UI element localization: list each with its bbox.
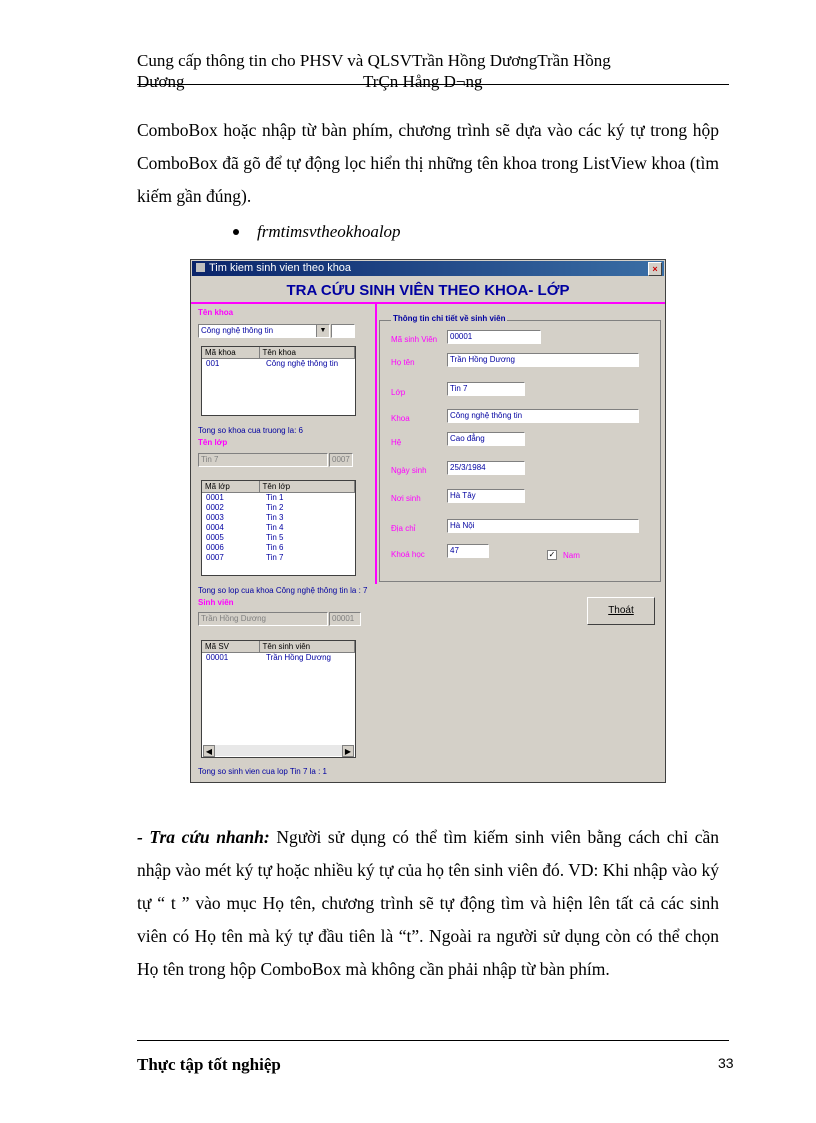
ngay-sinh-label: Ngày sinh	[391, 466, 427, 475]
sv-listview[interactable]	[201, 640, 356, 758]
divider	[191, 302, 665, 304]
khoa-detail-field[interactable]: Công nghệ thông tin	[447, 409, 639, 423]
scroll-left-icon[interactable]: ◀	[203, 745, 215, 757]
form-heading: TRA CỨU SINH VIÊN THEO KHOA- LỚP	[286, 282, 570, 299]
table-row[interactable]: 0003 Tin 3	[206, 513, 284, 522]
paragraph-1: ComboBox hoặc nhập từ bàn phím, chương trình sẽ dựa vào các ký tự trong hộp ComboBox đã gõ để tự động lọc hiển thị những tên khoa trong ListView khoa (tìm kiếm gần đúng).	[137, 120, 719, 206]
sv-count: Tong so sinh vien cua lop Tin 7 la : 1	[198, 767, 327, 776]
footer-title: Thực tập tốt nghiệp	[137, 1055, 281, 1074]
col-ten-lop[interactable]: Tên lớp	[260, 481, 355, 492]
footer-rule	[137, 1040, 729, 1041]
screenshot-window	[190, 259, 666, 783]
ma-sv-field[interactable]: 00001	[447, 330, 541, 344]
vertical-divider	[375, 304, 377, 584]
khoa-label: Tên khoa	[198, 308, 234, 317]
sv-code[interactable]: 00001	[329, 612, 361, 626]
khoa-detail-label: Khoa	[391, 414, 410, 423]
dia-chi-label: Địa chỉ	[391, 524, 416, 533]
col-ten-khoa[interactable]: Tên khoa	[260, 347, 355, 358]
lop-listview[interactable]	[201, 480, 356, 576]
ho-ten-field[interactable]: Trần Hồng Dương	[447, 353, 639, 367]
table-row[interactable]: 0002 Tin 2	[206, 503, 284, 512]
lop-count: Tong so lop cua khoa Công nghệ thông tin la : 7	[198, 586, 368, 595]
header-line2a: Dương	[137, 72, 185, 91]
lop-detail-field[interactable]: Tin 7	[447, 382, 525, 396]
col-ma-lop[interactable]: Mã lớp	[202, 481, 260, 492]
chevron-down-icon[interactable]: ▼	[316, 325, 329, 337]
he-label: Hệ	[391, 438, 402, 447]
ho-ten-label: Họ tên	[391, 358, 415, 367]
window-title: Tim kiem sinh vien theo khoa	[209, 262, 352, 274]
nam-checkbox[interactable]	[547, 550, 580, 560]
header-rule	[137, 84, 729, 85]
col-ten-sv[interactable]: Tên sinh viên	[260, 641, 355, 652]
khoa-listview[interactable]	[201, 346, 356, 416]
header-line2b: TrÇn Hång D¬ng	[363, 72, 483, 91]
table-row[interactable]: 0007 Tin 7	[206, 553, 284, 562]
page-header	[137, 50, 729, 92]
page-number: 33	[718, 1055, 734, 1071]
table-row[interactable]: 0004 Tin 4	[206, 523, 284, 532]
bullet-icon	[233, 229, 239, 235]
khoa-code-field[interactable]	[331, 324, 355, 338]
noi-sinh-label: Nơi sinh	[391, 494, 421, 503]
nam-label: Nam	[563, 550, 580, 560]
scroll-right-icon[interactable]: ▶	[342, 745, 354, 757]
noi-sinh-field[interactable]: Hà Tây	[447, 489, 525, 503]
window-titlebar	[192, 261, 664, 276]
dia-chi-field[interactable]: Hà Nội	[447, 519, 639, 533]
table-row[interactable]: 00001 Trần Hồng Dương	[206, 653, 331, 662]
table-row[interactable]: 0005 Tin 5	[206, 533, 284, 542]
table-row[interactable]: 0006 Tin 6	[206, 543, 284, 552]
sv-input[interactable]: Trần Hồng Dương	[198, 612, 328, 626]
table-row[interactable]: 001 Công nghệ thông tin	[206, 359, 339, 368]
lop-code[interactable]: 0007	[329, 453, 353, 467]
detail-group-title: Thông tin chi tiết về sinh viên	[393, 314, 506, 323]
khoa-combobox[interactable]: Công nghệ thông tin ▼	[198, 324, 330, 338]
lop-detail-label: Lớp	[391, 388, 406, 397]
table-row[interactable]: 0001 Tin 1	[206, 493, 284, 502]
khoa-count: Tong so khoa cua truong la: 6	[198, 426, 303, 435]
header-line1: Cung cấp thông tin cho PHSV và QLSVTrần Hồng DươngTrần Hồng	[137, 51, 611, 70]
ngay-sinh-field[interactable]: 25/3/1984	[447, 461, 525, 475]
khoa-hoc-field[interactable]: 47	[447, 544, 489, 558]
bullet-item	[233, 222, 401, 242]
khoa-hoc-label: Khoá học	[391, 550, 425, 559]
lop-label: Tên lớp	[198, 438, 228, 447]
bullet-text: frmtimsvtheokhoalop	[257, 222, 401, 241]
col-ma-khoa[interactable]: Mã khoa	[202, 347, 260, 358]
check-icon: ✓	[548, 550, 556, 559]
app-icon	[196, 263, 205, 272]
close-button[interactable]: ×	[648, 262, 662, 276]
para2-lead: - Tra cứu nhanh:	[137, 827, 270, 847]
horizontal-scrollbar[interactable]	[203, 745, 354, 756]
para2-body: Người sử dụng có thể tìm kiếm sinh viên bằng cách chỉ cần nhập vào mét ký tự hoặc nhiều ký tự của họ tên sinh viên đó. VD: Khi nhập vào ký tự “ t ” vào mục Họ tên, chương trình sẽ tự động tìm và hiện lên tất cả các sinh viên có Họ tên mà ký tự đầu tiên là “t”. Ngoài ra người sử dụng còn có thể chọn Họ tên trong hộp ComboBox mà không cần phải nhập từ bàn phím.	[137, 827, 720, 979]
lop-input[interactable]: Tin 7	[198, 453, 328, 467]
exit-button[interactable]: Thoát	[587, 597, 655, 625]
col-ma-sv[interactable]: Mã SV	[202, 641, 260, 652]
sv-label: Sinh viên	[198, 598, 234, 607]
paragraph-2	[137, 821, 719, 986]
he-field[interactable]: Cao đẳng	[447, 432, 525, 446]
ma-sv-label: Mã sinh Viên	[391, 335, 438, 344]
